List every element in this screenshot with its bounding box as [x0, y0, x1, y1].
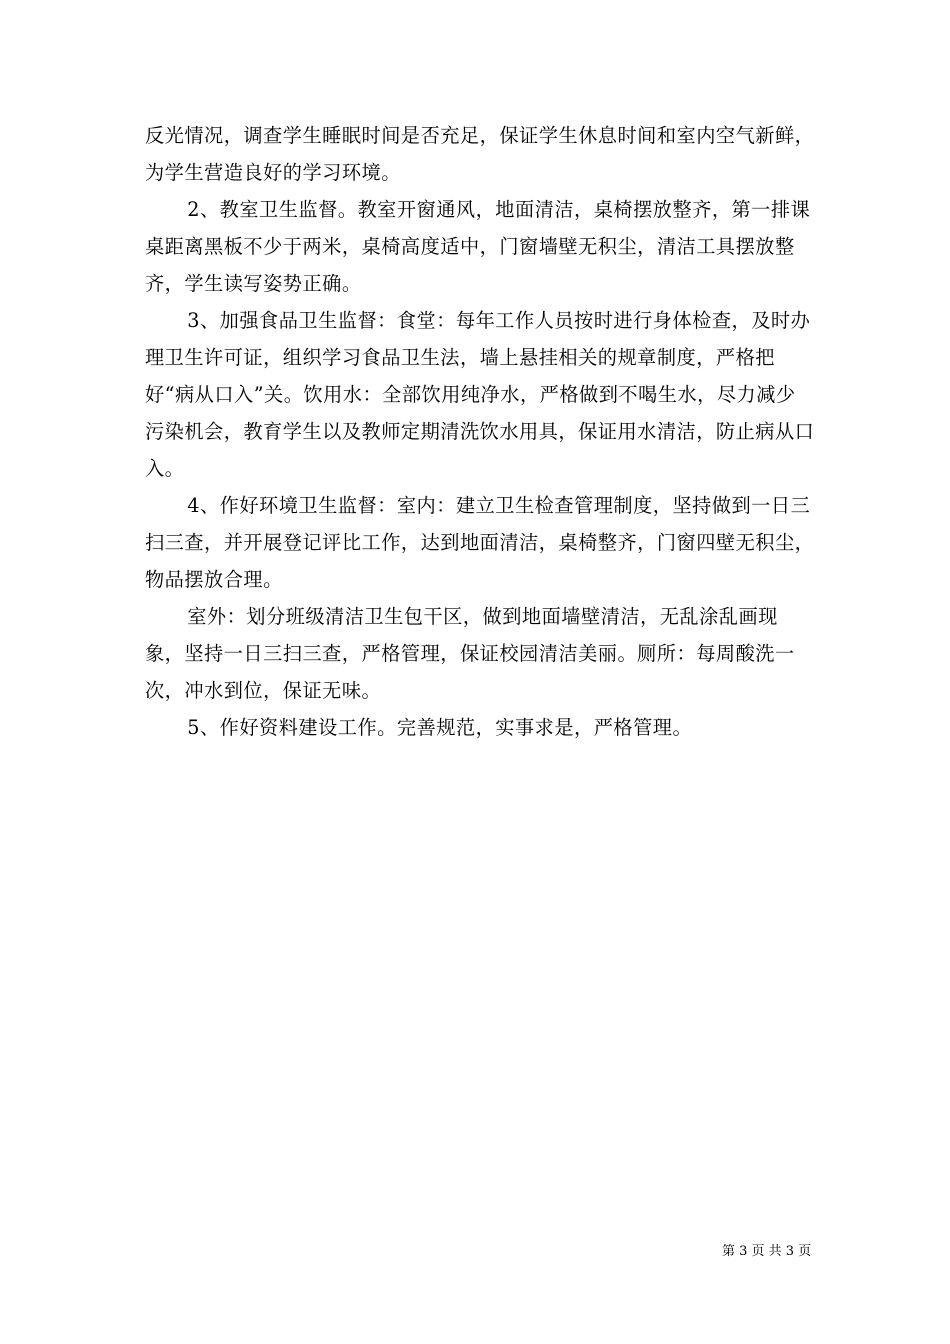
- paragraph-continuation: 反光情况，调查学生睡眠时间是否充足，保证学生休息时间和室内空气新鲜，为学生营造良好的学习环境。: [145, 124, 815, 184]
- paragraph-food-hygiene: 3、加强食品卫生监督：食堂：每年工作人员按时进行身体检查，及时办理卫生许可证，组织学习食品卫生法，墙上悬挂相关的规章制度，严格把好“病从口入”关。饮用水：全部饮用纯净水，严格做到不喝生水，尽力减少污染机会，教育学生以及教师定期清洗饮水用具，保证用水清洁，防止病从口入。: [145, 309, 815, 480]
- paragraph-records: 5、作好资料建设工作。完善规范，实事求是，严格管理。: [187, 716, 693, 739]
- paragraph-outdoor-environment: 室外：划分班级清洁卫生包干区，做到地面墙壁清洁，无乱涂乱画现象，坚持一日三扫三查，严格管理，保证校园清洁美丽。厕所：每周酸洗一次，冲水到位，保证无味。: [145, 605, 795, 702]
- paragraph-classroom-hygiene: 2、教室卫生监督。教室开窗通风，地面清洁，桌椅摆放整齐，第一排课桌距离黑板不少于两米，桌椅高度适中，门窗墙壁无积尘，清洁工具摆放整齐，学生读写姿势正确。: [145, 198, 811, 295]
- page-number-footer: 第 3 页 共 3 页: [722, 1244, 812, 1259]
- document-body: [145, 117, 815, 746]
- paragraph-indoor-environment: 4、作好环境卫生监督：室内：建立卫生检查管理制度，坚持做到一日三扫三查，并开展登记评比工作，达到地面清洁，桌椅整齐，门窗四壁无积尘，物品摆放合理。: [145, 494, 815, 591]
